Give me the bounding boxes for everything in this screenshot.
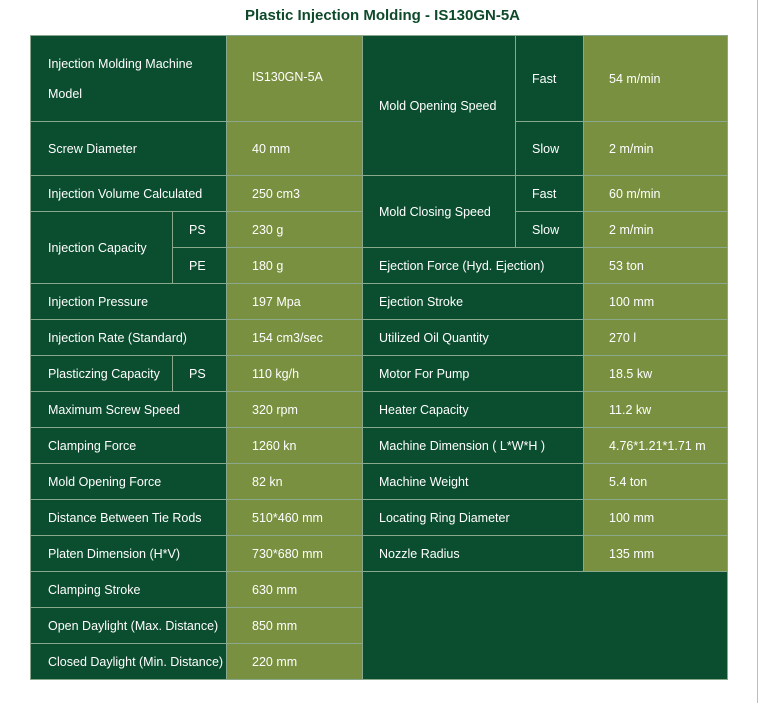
ejection-force-value: 53 ton (584, 248, 728, 284)
motor-pump-value: 18.5 kw (584, 356, 728, 392)
platen-dimension-value: 730*680 mm (227, 536, 363, 572)
model-label: Injection Molding Machine Model (31, 36, 227, 122)
injection-rate-value: 154 cm3/sec (227, 320, 363, 356)
injection-capacity-pe-label: PE (173, 248, 227, 284)
mold-opening-force-value: 82 kn (227, 464, 363, 500)
tie-rods-label: Distance Between Tie Rods (31, 500, 227, 536)
table-row (31, 500, 728, 536)
ejection-force-label: Ejection Force (Hyd. Ejection) (363, 248, 584, 284)
closed-daylight-value: 220 mm (227, 644, 363, 680)
closed-daylight-label: Closed Daylight (Min. Distance) (31, 644, 227, 680)
mold-closing-fast-value: 60 m/min (584, 176, 728, 212)
plasticizing-capacity-value: 110 kg/h (227, 356, 363, 392)
platen-dimension-label: Platen Dimension (H*V) (31, 536, 227, 572)
clamping-stroke-label: Clamping Stroke (31, 572, 227, 608)
mold-closing-slow-value: 2 m/min (584, 212, 728, 248)
oil-quantity-value: 270 l (584, 320, 728, 356)
mold-opening-force-label: Mold Opening Force (31, 464, 227, 500)
max-screw-speed-value: 320 rpm (227, 392, 363, 428)
injection-capacity-pe-value: 180 g (227, 248, 363, 284)
table-row (31, 572, 728, 608)
table-row (31, 392, 728, 428)
table-row (31, 536, 728, 572)
plasticizing-capacity-ps-label: PS (173, 356, 227, 392)
injection-volume-value: 250 cm3 (227, 176, 363, 212)
machine-dimension-value: 4.76*1.21*1.71 m (584, 428, 728, 464)
open-daylight-value: 850 mm (227, 608, 363, 644)
injection-volume-label: Injection Volume Calculated (31, 176, 227, 212)
table-row (31, 284, 728, 320)
tie-rods-value: 510*460 mm (227, 500, 363, 536)
max-screw-speed-label: Maximum Screw Speed (31, 392, 227, 428)
table-row (31, 428, 728, 464)
heater-capacity-value: 11.2 kw (584, 392, 728, 428)
machine-dimension-label: Machine Dimension ( L*W*H ) (363, 428, 584, 464)
ejection-stroke-value: 100 mm (584, 284, 728, 320)
clamping-force-value: 1260 kn (227, 428, 363, 464)
mold-opening-speed-label: Mold Opening Speed (363, 36, 516, 176)
machine-weight-label: Machine Weight (363, 464, 584, 500)
motor-pump-label: Motor For Pump (363, 356, 584, 392)
screw-diameter-value: 40 mm (227, 122, 363, 176)
oil-quantity-label: Utilized Oil Quantity (363, 320, 584, 356)
spec-table (30, 35, 728, 680)
mold-closing-slow-label: Slow (516, 212, 584, 248)
mold-closing-fast-label: Fast (516, 176, 584, 212)
heater-capacity-label: Heater Capacity (363, 392, 584, 428)
mold-opening-slow-value: 2 m/min (584, 122, 728, 176)
table-row (31, 356, 728, 392)
mold-opening-fast-label: Fast (516, 36, 584, 122)
clamping-force-label: Clamping Force (31, 428, 227, 464)
nozzle-radius-value: 135 mm (584, 536, 728, 572)
open-daylight-label: Open Daylight (Max. Distance) (31, 608, 227, 644)
clamping-stroke-value: 630 mm (227, 572, 363, 608)
nozzle-radius-label: Nozzle Radius (363, 536, 584, 572)
page-title: Plastic Injection Molding - IS130GN-5A (244, 7, 521, 24)
table-row (31, 36, 728, 122)
ejection-stroke-label: Ejection Stroke (363, 284, 584, 320)
screw-diameter-label: Screw Diameter (31, 122, 227, 176)
empty-cell (363, 572, 728, 680)
table-row (31, 464, 728, 500)
mold-opening-slow-label: Slow (516, 122, 584, 176)
mold-opening-fast-value: 54 m/min (584, 36, 728, 122)
plasticizing-capacity-label: Plasticzing Capacity (31, 356, 173, 392)
table-row (31, 320, 728, 356)
injection-pressure-value: 197 Mpa (227, 284, 363, 320)
locating-ring-label: Locating Ring Diameter (363, 500, 584, 536)
injection-capacity-ps-label: PS (173, 212, 227, 248)
injection-capacity-label: Injection Capacity (31, 212, 173, 284)
mold-closing-speed-label: Mold Closing Speed (363, 176, 516, 248)
locating-ring-value: 100 mm (584, 500, 728, 536)
table-row (31, 176, 728, 212)
model-value: IS130GN-5A (227, 36, 363, 122)
scrollbar-track (757, 0, 758, 703)
injection-rate-label: Injection Rate (Standard) (31, 320, 227, 356)
injection-capacity-ps-value: 230 g (227, 212, 363, 248)
machine-weight-value: 5.4 ton (584, 464, 728, 500)
injection-pressure-label: Injection Pressure (31, 284, 227, 320)
